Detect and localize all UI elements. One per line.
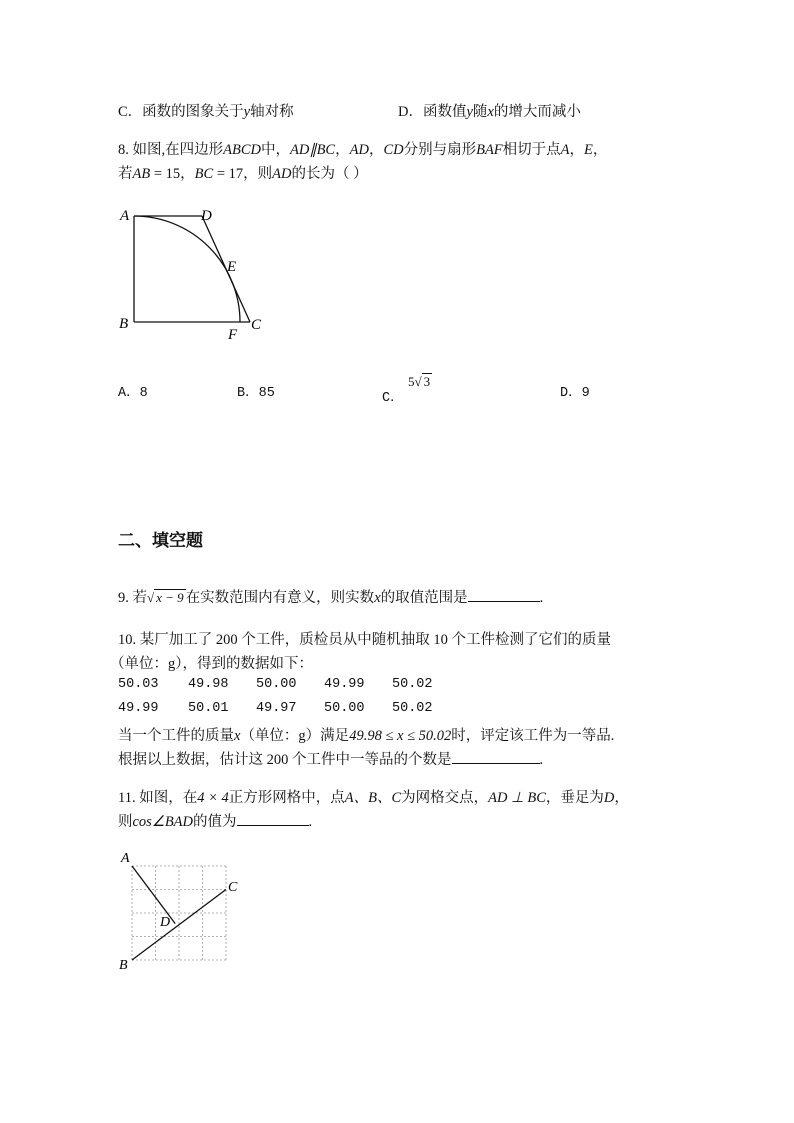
q8-line2 [118, 162, 368, 183]
q11-line1 [118, 786, 629, 807]
q11-text: 则 [118, 814, 133, 830]
section-title: 二、填空题 [118, 531, 203, 551]
q8-text: 分别与扇形 [403, 142, 477, 158]
q7-option-c [118, 100, 294, 121]
q10-line5 [118, 724, 614, 745]
q8-point-a: A [560, 142, 570, 158]
q11-segment-bc [132, 890, 226, 961]
q8-bc-value: = 17 [213, 166, 244, 182]
q11-cos-expression: cos∠BAD [132, 814, 194, 830]
q10-text: 当一个工件的质量 [118, 728, 234, 744]
q8-text: 若 [118, 166, 133, 182]
q8-text: 中， [260, 142, 290, 158]
q11-text: 为网格交点， [401, 790, 489, 806]
q11-text: 正方形网格中，点 [228, 790, 345, 806]
q8-quad: ABCD [223, 142, 261, 158]
q8-text: ， [569, 142, 585, 158]
q8-option-c-label: C． [382, 391, 404, 406]
radical-sign-icon: √ [414, 374, 422, 389]
q8-text: 8. 如图,在四边形 [118, 142, 224, 158]
q10-text: （单位：g）满足 [240, 728, 350, 744]
q8-text: ， [180, 166, 195, 182]
q8-ab-value: = 15 [150, 166, 181, 182]
q8-option-a [118, 380, 148, 401]
q11-points: A、B、C [344, 790, 402, 806]
q8-cd: CD [383, 142, 404, 158]
q10-data-cell: 49.99 [118, 701, 159, 716]
q8-option-d [560, 380, 590, 401]
q7-option-d-text: D．函数值 [398, 104, 467, 120]
q10-end: . [539, 752, 544, 768]
q9-radicand: x − 9 [156, 590, 184, 605]
q11-grid-size: 4 × 4 [197, 790, 229, 806]
q10-data-cell: 50.00 [256, 677, 297, 692]
q7-option-d-var1: y [466, 104, 473, 120]
q9 [118, 586, 543, 607]
q10-data-cell: 50.02 [392, 701, 433, 716]
q8-sector: BAF [476, 142, 503, 158]
q7-option-c-text: C．函数的图象关于 [118, 104, 244, 120]
q11-label-d: D [160, 915, 171, 930]
q8-text: 相切于点 [502, 142, 561, 158]
q11-text: ， [614, 790, 629, 806]
q8-option-c-value [408, 374, 432, 390]
q10-var: x [234, 728, 241, 744]
q9-radical [147, 589, 186, 605]
q11-perpendicular: AD ⊥ BC [488, 790, 546, 806]
q11-point-d: D [603, 790, 615, 806]
q8-label-a: A [120, 208, 130, 224]
q10-text: 根据以上数据，估计这 200 个工件中一等品的个数是 [118, 752, 452, 768]
q11-label-a: A [121, 851, 130, 866]
q8-label-f: F [228, 327, 238, 343]
q8-label-e: E [227, 259, 237, 275]
q9-var: x [374, 590, 381, 606]
q9-end: . [539, 590, 544, 606]
q11-grid [132, 866, 226, 960]
radical-sign-icon: √ [147, 590, 155, 605]
q10-line6 [118, 748, 543, 769]
q7-option-c-var: y [243, 104, 251, 120]
q8-text: ，则 [243, 166, 273, 182]
q8-option-d-label: D． [560, 386, 582, 401]
q7-option-d [398, 100, 581, 121]
q8-ad: AD [272, 166, 292, 182]
q8-option-a-label: A． [118, 386, 140, 401]
q11-answer-blank[interactable] [237, 811, 309, 826]
q9-text: 的取值范围是 [380, 590, 468, 606]
q8-option-c [382, 385, 404, 406]
q8-figure [112, 200, 272, 345]
q7-option-d-tail: 的增大而减小 [493, 104, 581, 120]
q9-text: 在实数范围内有意义，则实数 [185, 590, 375, 606]
q8-option-c-rad: 3 [423, 374, 431, 389]
q8-option-a-value: 8 [139, 386, 148, 401]
q10-data-cell: 50.00 [324, 701, 365, 716]
q8-text: ， [335, 142, 350, 158]
q11-text: 11. 如图，在 [118, 790, 198, 806]
q9-answer-blank[interactable] [468, 587, 540, 602]
q8-ad: AD [349, 142, 369, 158]
q8-ab: AB [132, 166, 151, 182]
q7-option-c-tail: 轴对称 [250, 104, 294, 120]
q9-text: 9. 若 [118, 590, 147, 606]
q10-inequality: 49.98 ≤ x ≤ 50.02 [349, 728, 452, 744]
q10-data-cell: 50.03 [118, 677, 159, 692]
q8-bc: BC [194, 166, 214, 182]
q10-data-cell: 49.97 [256, 701, 297, 716]
q8-option-c-coef: 5 [408, 374, 415, 389]
q10-data-cell: 49.98 [188, 677, 229, 692]
q11-label-b: B [119, 958, 128, 973]
q8-label-c: C [251, 317, 262, 333]
q10-text: 时，评定该工件为一等品. [451, 728, 615, 744]
q11-text: 的值为 [193, 814, 237, 830]
q8-text: ， [368, 142, 384, 158]
q8-label-d: D [201, 208, 212, 224]
q10-data-cell: 50.02 [392, 677, 433, 692]
q11-end: . [308, 814, 313, 830]
q11-text: ，垂足为 [545, 790, 604, 806]
q8-point-e: E [584, 142, 593, 158]
q11-label-c: C [228, 880, 238, 895]
q8-line1 [118, 138, 607, 159]
q8-option-d-value: 9 [581, 386, 590, 401]
q8-option-b-label: B． [237, 386, 259, 401]
q8-option-b [237, 380, 275, 401]
q10-line1: 10. 某厂加工了 200 个工件，质检员从中随机抽取 10 个工件检测了它们的质量 [118, 632, 611, 648]
q8-option-b-value: 85 [258, 386, 275, 401]
q8-sector-arc [134, 216, 240, 322]
q10-data-cell: 50.01 [188, 701, 229, 716]
q8-parallel: AD∥BC [289, 142, 336, 158]
q11-line2 [118, 810, 312, 831]
q7-option-d-mid: 随 [472, 104, 488, 120]
q10-line2: （单位：g），得到的数据如下： [110, 656, 313, 672]
q10-data-cell: 49.99 [324, 677, 365, 692]
q10-answer-blank[interactable] [452, 749, 540, 764]
q7-option-d-var2: x [487, 104, 494, 120]
q8-text: 的长为（ ） [291, 166, 368, 182]
q8-label-b: B [119, 316, 129, 332]
q8-text: ， [592, 142, 608, 158]
q11-figure [112, 848, 252, 973]
